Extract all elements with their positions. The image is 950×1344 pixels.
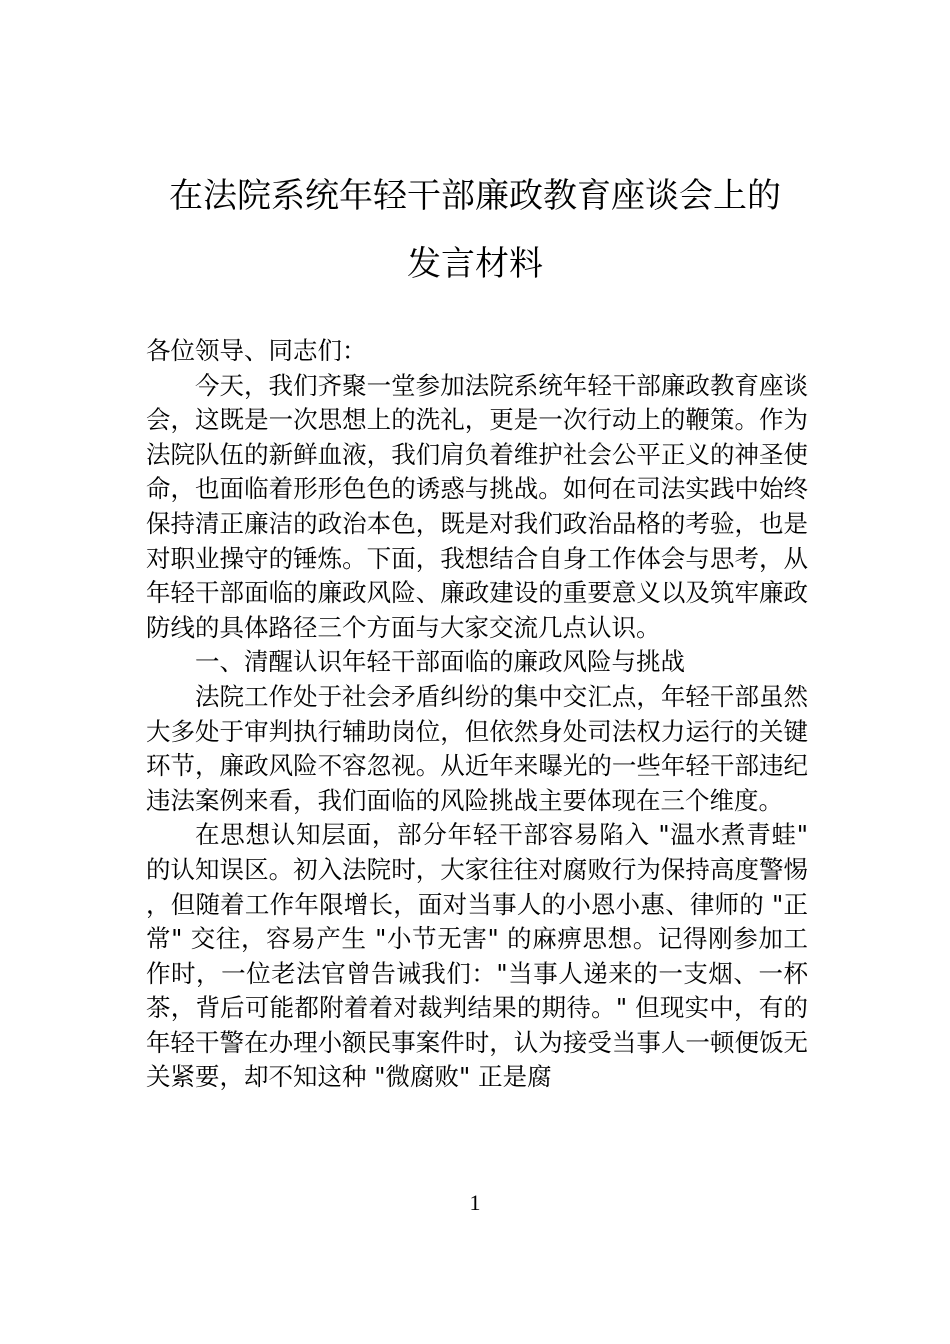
page-number: 1 [469, 1190, 481, 1215]
salutation: 各位领导、同志们： [146, 336, 367, 365]
section-heading-1: 一、清醒认识年轻干部面临的廉政风险与挑战 [195, 647, 685, 677]
document-title-line-2: 发言材料 [407, 244, 543, 284]
paragraph-thinking-level: 在思想认知层面，部分年轻干部容易陷入 "温水煮青蛙" 的认知误区。初入法院时，大家往往对腐败行为保持高度警惕，但随着工作年限增长，面对当事人的小恩小惠、律师的 "正常" 交往，容易产生 "小节无害" 的麻痹思想。记得刚参加工作时，一位老法官曾告诫我们："当事人递来的一支烟、一杯茶，背后可能都附着着对裁判结果的期待。" 但现实中，有的年轻干警在办理小额民事案件时，认为接受当事人一顿便饭无关紧要，却不知这种 "微腐败" 正是腐 [146, 820, 808, 1092]
document-title-line-1: 在法院系统年轻干部廉政教育座谈会上的 [169, 176, 781, 216]
paragraph-intro: 今天，我们齐聚一堂参加法院系统年轻干部廉政教育座谈会，这既是一次思想上的洗礼，更是一次行动上的鞭策。作为法院队伍的新鲜血液，我们肩负着维护社会公平正义的神圣使命，也面临着形形色色的诱惑与挑战。如何在司法实践中始终保持清正廉洁的政治本色，既是对我们政治品格的考验，也是对职业操守的锤炼。下面，我想结合自身工作体会与思考，从年轻干部面临的廉政风险、廉政建设的重要意义以及筑牢廉政防线的具体路径三个方面与大家交流几点认识。 [146, 370, 808, 642]
paragraph-section-1: 法院工作处于社会矛盾纠纷的集中交汇点，年轻干部虽然大多处于审判执行辅助岗位，但依然身处司法权力运行的关键环节，廉政风险不容忽视。从近年来曝光的一些年轻干部违纪违法案例来看，我们面临的风险挑战主要体现在三个维度。 [146, 681, 808, 815]
document-body [146, 334, 808, 1095]
